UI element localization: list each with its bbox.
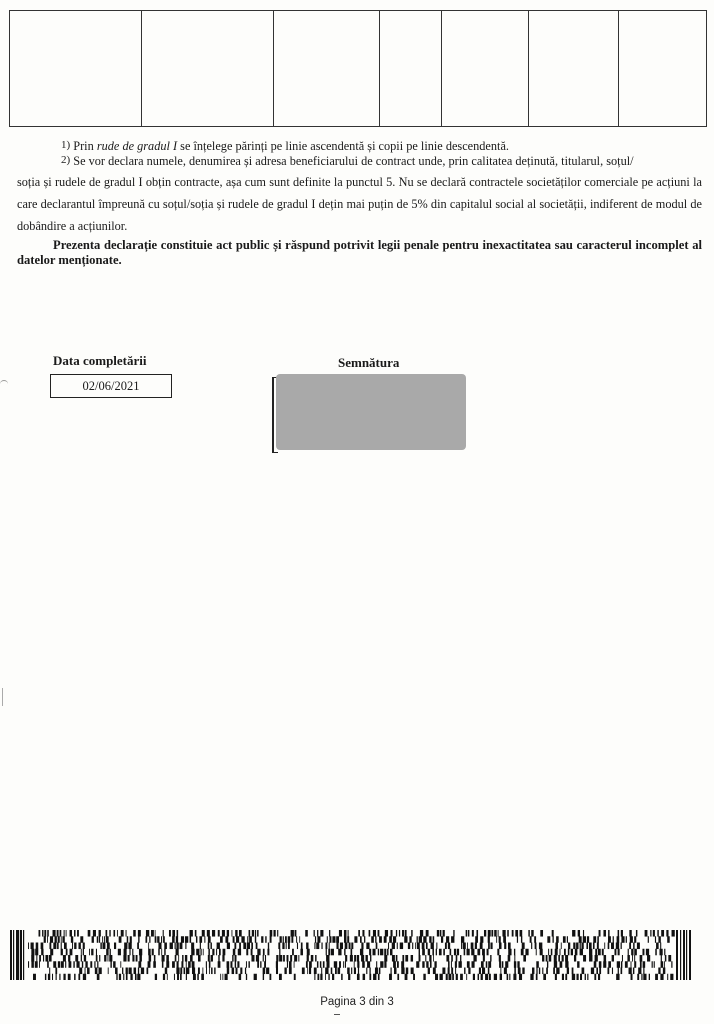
date-value-field: 02/06/2021 [50, 374, 172, 398]
table-cell [529, 11, 619, 127]
table-row [10, 11, 707, 127]
page-number: Pagina 3 din 3 [320, 996, 394, 1008]
footer-dash [334, 1014, 340, 1015]
table-cell [274, 11, 380, 127]
continuation-table [9, 10, 707, 127]
table-cell [380, 11, 442, 127]
pdf417-barcode-icon [10, 930, 692, 980]
table-cell [442, 11, 529, 127]
footnote-2 [17, 153, 702, 237]
footnote-2-line1: Se vor declara numele, denumirea și adresa beneficiarului de contract unde, prin calitatea deținută, titularul, soțul/ [73, 154, 634, 168]
footnotes [17, 138, 702, 237]
date-label: Data completării [53, 353, 147, 368]
table-cell [10, 11, 142, 127]
scan-mark [0, 380, 8, 395]
signature-redaction [276, 374, 466, 450]
table-cell [619, 11, 707, 127]
footnote-1 [17, 138, 702, 153]
footnote-2-number: 2) [61, 154, 71, 166]
signature-label: Semnătura [338, 355, 400, 370]
footnote-1-number: 1) [61, 139, 71, 151]
footnote-2-rest: soția și rudele de gradul I obțin contracte, așa cum sunt definite la punctul 5. Nu se declară contractele societăților comerciale pe acțiuni la care declarantul împreună cu soțul/soția și rudele de gradul I dețin mai puțin de 5% din capitalul social al societății, indiferent de modul de dobândire a acțiunilor. [17, 175, 702, 233]
footnote-1-prefix: Prin [73, 139, 94, 153]
footnote-1-text: se înțelege părinți pe linie ascendentă și copii pe linie descendentă. [180, 139, 509, 153]
legal-declaration: Prezenta declarație constituie act public și răspund potrivit legii penale pentru inexactitatea sau caracterul incomplet al datelor menționate. [17, 238, 702, 267]
scan-mark [2, 688, 9, 706]
footnote-1-term: rude de gradul I [96, 139, 178, 153]
table-cell [142, 11, 274, 127]
